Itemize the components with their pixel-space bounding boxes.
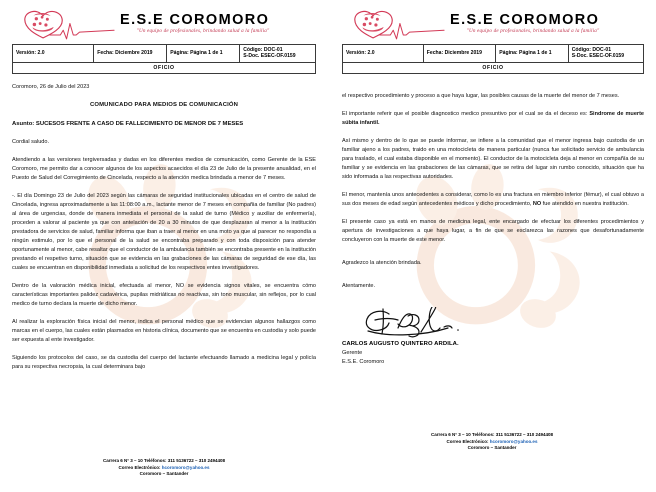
paragraph-diagnosis [342, 110, 644, 128]
page-footer [0, 458, 328, 478]
paragraph: Atendiendo a las versiones tergiversadas y dadas en los diferentes medios de comunicación, como Gerente de la ESE Coromoro, me permito dar a conocer algunos de los aspectos acaecidos el día 23 de Julio de la presente anualidad, en el Puesto de Salud del Corregimiento de Cincelada, respecto a la atención medica brindada a menor de 7 meses. [12, 157, 316, 182]
footer-address: Carrera 6 N° 3 – 10 Teléfonos: 311 5136722 – 310 2494408 [430, 431, 554, 437]
table-row [13, 45, 316, 63]
footer-address: Carrera 6 N° 3 – 10 Teléfonos: 311 5136722 – 310 2494408 [102, 457, 226, 463]
not-attended-emphasis: NO [532, 200, 542, 207]
paragraph: Dentro de la valoración médica inicial, efectuada al menor, NO se evidencia signos vitales, se encuentra cómo características importantes palidez cadavérica, pupilas midriáticas no reactivas, sin tono muscular, sin reflejos, por lo cual medico de turno declara la muerte de dicho menor. [12, 282, 316, 307]
brand-tagline: "Un equipo de profesionales, brindando salud a la familia" [136, 28, 270, 35]
letterhead [342, 6, 644, 42]
meta-version: Versión: 2.0 [13, 45, 94, 63]
heart-ekg-logo-icon [350, 7, 446, 41]
meta-doc-type: OFICIO [13, 62, 316, 73]
footer-email-link[interactable]: hcoromoro@yahoo.es [161, 464, 210, 470]
meta-code-line2: S-Doc. ESEC-OF.0159 [571, 53, 625, 60]
letterhead [12, 6, 316, 42]
table-row [343, 45, 644, 63]
diagnosis-text: Sindrome de muerte súbita infantil. [342, 111, 644, 127]
meta-version: Versión: 2.0 [343, 45, 424, 63]
footer-email-label: Correo Electrónico: [446, 438, 490, 444]
closing-thanks: Agradezco la atención brindada. [342, 259, 422, 266]
meta-date: Fecha: Diciembre 2019 [423, 45, 495, 63]
heart-ekg-logo-icon [20, 7, 116, 41]
page-footer [328, 432, 656, 452]
paragraph-antecedents [342, 191, 644, 209]
meta-page: Página: Página 1 de 1 [167, 45, 240, 63]
handwritten-signature-icon [360, 307, 480, 339]
page1-body [12, 83, 316, 372]
page-title: COMUNICADO PARA MEDIOS DE COMUNICACIÓN [89, 102, 239, 109]
document-meta-table [12, 44, 316, 74]
brand-block [120, 13, 269, 34]
brand-block [450, 13, 599, 34]
table-row [343, 62, 644, 73]
paragraph: Así mismo y dentro de lo que se puede informar, se infiere a la comunidad que el menor ingresa bajo custodia de un familiar ajeno a los padres, traido en una motocicleta de manera particular (nunca fue solicitado servicio de ambulancia para traslado, el cual estaba disponible en el momento). El conductor de la motocicleta deja al menor en compañía de su familiar y se evidencia en las grabaciones de las cámaras, que se retira del lugar sin rumbo conocido, situación que ha sido informada a las respectivas autoridades. [342, 138, 644, 180]
paragraph: Al realizar la exploración física inicial del menor, indica el personal médico que se evidencian algunos hallazgos como marcas en el cuerpo, las cuales están plasmados en historia clínica, documento que se encuentra en custodia y solo puede ser expuesta al ente investigador. [12, 318, 316, 343]
document-meta-table [342, 44, 644, 74]
greeting: Cordial saludo. [12, 139, 50, 146]
brand-title: E.S.E COROMORO [120, 12, 270, 29]
meta-code [568, 45, 643, 63]
footer-email-line [328, 439, 656, 446]
footer-email-link[interactable]: hcoromoro@yahoo.es [489, 438, 538, 444]
meta-page: Página: Página 1 de 1 [496, 45, 568, 63]
footer-location: Coromoro – Santander [467, 445, 517, 451]
document-page-2 [328, 0, 656, 492]
subject-value: SUCESOS FRENTE A CASO DE FALLECIMIENTO DE MENOR DE 7 MESES [35, 120, 244, 127]
meta-code [240, 45, 316, 63]
brand-title: E.S.E COROMORO [450, 12, 600, 29]
signer-org: E.S.E. Coromoro [342, 359, 385, 366]
footer-email-line [0, 465, 328, 472]
paragraph-text: El menor, mantenía unos antecedentes a considerar, como lo es una fractura en miembro inferior (fémur), el cual obtuvo a sus dos meses de edad según antecedentes médicos y dicho procedimiento, [342, 191, 644, 207]
not-attended-rest: fue atendido en nuestra institución. [541, 200, 629, 207]
date-line: Coromoro, 26 de Julio del 2023 [12, 84, 90, 91]
meta-code-line1: Código: DOC-01 [243, 47, 283, 53]
signature-block [342, 307, 644, 367]
paragraph-text: El importante referir que el posible diagnostico medico presuntivo por el cual se da el deceso es: [342, 111, 590, 118]
meta-date: Fecha: Diciembre 2019 [94, 45, 167, 63]
footer-location: Coromoro – Santander [139, 471, 189, 477]
table-row [13, 62, 316, 73]
signer-name: CARLOS AUGUSTO QUINTERO ARDILA. [342, 340, 459, 347]
brand-tagline: "Un equipo de profesionales, brindando salud a la familia" [466, 28, 600, 35]
meta-code-line2: S-Doc. ESEC-OF.0159 [243, 53, 296, 60]
paragraph: -. El día Domingo 23 de Julio del 2023 según las cámaras de seguridad institucionales ubicadas en el centro de salud de Cincelada, ingresa aproximadamente a las 11:08:00 a.m., lactante menor de 7 meses en compañia de familiar (No padres) al área de urgencias, donde de manera inmediata el personal de la salud de turno (Médico y auxiliar de enfermería), proceden a valorar al paciente ya que con antelación de 20 a 30 minutos de que desplazaran al menor a la institución prestadora de servicios de salud, familiar informa que iban a traer al menor en una moto ya que al parecer no respondía a ningún estimulo, por lo que el personal de la salud se encontraba preparado y con toda disposición para atender oportunamente al menor, cabe resaltar que el conductor de la ambulancia también se encontraba presente en la institución prestando el respetivo turno, situación que se evidencia en las grabaciones de las cámaras de seguridad de ese día, las cuales se encuentran en disponibilidad inmediata a solicitud de los respectivos entes investigadores. [12, 193, 316, 271]
closing-salutation: Atentamente. [342, 282, 375, 289]
signer-role: Gerente [342, 350, 363, 357]
subject-line [12, 120, 316, 130]
meta-doc-type: OFICIO [343, 62, 644, 73]
paragraph: Siguiendo los protocolos del caso, se da custodia del cuerpo del lactante efectuando llamado a medicina legal y policía para su respectiva necropsia, la cual determinara bajo [12, 354, 316, 370]
paragraph: El presente caso ya está en manos de medicina legal, ente encargado de efectuar los diferentes procedimientos y apertura de investigaciones a que haya lugar, a fin de que se esclarezca las razones que desafortunadamente concluyeron con la muerte de este menor. [342, 218, 644, 243]
meta-code-line1: Código: DOC-01 [571, 47, 612, 53]
paragraph: el respectivo procedimiento y proceso a que haya lugar, las posibles causas de la muerte del menor de 7 meses. [342, 93, 620, 100]
page2-body [342, 92, 644, 367]
footer-email-label: Correo Electrónico: [118, 464, 162, 470]
subject-label: Asunto: [12, 120, 35, 127]
